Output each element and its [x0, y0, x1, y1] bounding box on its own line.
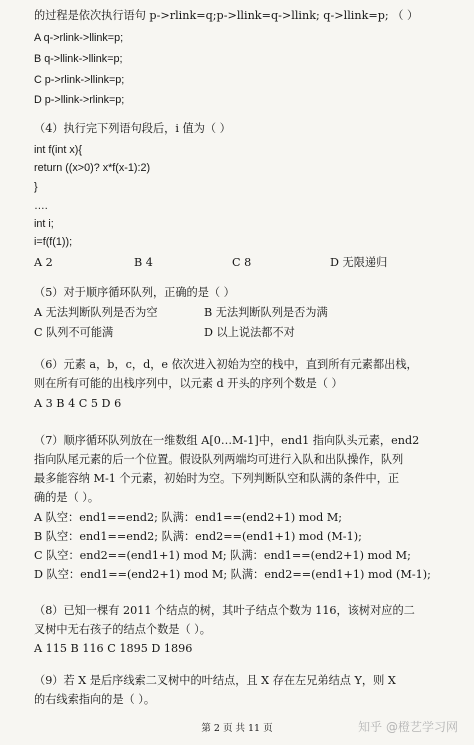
q5-option-d: D 以上说法都不对 — [204, 326, 295, 339]
code-line: …. — [34, 200, 48, 212]
q5-option-c: C 队列不可能满 — [34, 326, 114, 339]
code-line: int f(int x){ — [34, 144, 83, 156]
watermark — [358, 718, 458, 735]
q7-option-b: B 队空：end1==end2; 队满：end2==(end1+1) mod (M-1); — [34, 530, 362, 543]
q4-option-d: D 无限递归 — [330, 256, 388, 269]
q6-options: A 3 B 4 C 5 D 6 — [34, 397, 122, 410]
q7-option-d: D 队空：end1==(end2+1) mod M; 队满：end2==(end1+1) mod (M-1); — [34, 568, 431, 581]
q7-option-a: A 队空：end1==end2; 队满：end1==(end2+1) mod M; — [34, 511, 343, 524]
code-line: return ((x>0)? x*f(x-1):2) — [34, 162, 151, 174]
q9-stem-1: （9）若 X 是后序线索二叉树中的叶结点，且 X 存在左兄弟结点 Y，则 X — [34, 674, 396, 687]
code-line: int i; — [34, 218, 54, 230]
q8-options: A 115 B 116 C 1895 D 1896 — [34, 642, 193, 655]
q7-stem-1: （7）顺序循环队列放在一维数组 A[0…M-1]中，end1 指向队头元素，end2 — [34, 434, 420, 447]
q8-stem-2: 叉树中无右孩子的结点个数是（ ）。 — [34, 623, 211, 636]
watermark-text: 知乎 @橙艺学习网 — [358, 720, 458, 734]
q7-stem-3: 最多能容纳 M-1 个元素，初始时为空。下列判断队空和队满的条件中，正 — [34, 472, 400, 485]
q3-option-c: C p->rlink->llink=p; — [34, 74, 125, 86]
q3-option-b: B q->llink->llink=p; — [34, 53, 123, 65]
q9-stem-2: 的右线索指向的是（ ）。 — [34, 693, 156, 706]
q3-stem: 的过程是依次执行语句 p->rlink=q;p->llink=q->llink; q->llink=p; （ ） — [34, 9, 419, 22]
code-line: } — [34, 181, 38, 193]
q3-option-a: A q->rlink->llink=p; — [34, 32, 124, 44]
q6-stem-2: 则在所有可能的出栈序列中，以元素 d 开头的序列个数是（ ） — [34, 377, 343, 390]
q5-option-a: A 无法判断队列是否为空 — [34, 306, 158, 319]
q4-option-a: A 2 — [34, 256, 53, 269]
q4-option-b: B 4 — [134, 256, 153, 269]
page-footer: 第 2 页 共 11 页 — [201, 723, 273, 734]
q5-option-b: B 无法判断队列是否为满 — [204, 306, 328, 319]
q7-option-c: C 队空：end2==(end1+1) mod M; 队满：end1==(end2+1) mod M; — [34, 549, 411, 562]
q6-stem-1: （6）元素 a，b，c，d，e 依次进入初始为空的栈中，直到所有元素都出栈， — [34, 358, 418, 371]
q7-stem-4: 确的是（ ）。 — [34, 491, 100, 504]
q4-option-c: C 8 — [232, 256, 252, 269]
q4-stem: （4）执行完下列语句段后，i 值为（ ） — [34, 122, 231, 135]
q7-stem-2: 指向队尾元素的后一个位置。假设队列两端均可进行入队和出队操作，队列 — [34, 453, 404, 466]
q5-stem: （5）对于顺序循环队列，正确的是（ ） — [34, 286, 235, 299]
q8-stem-1: （8）已知一棵有 2011 个结点的树，其叶子结点个数为 116，该树对应的二 — [34, 604, 415, 617]
code-line: i=f(f(1)); — [34, 236, 73, 248]
q3-option-d: D p->llink->rlink=p; — [34, 94, 125, 106]
